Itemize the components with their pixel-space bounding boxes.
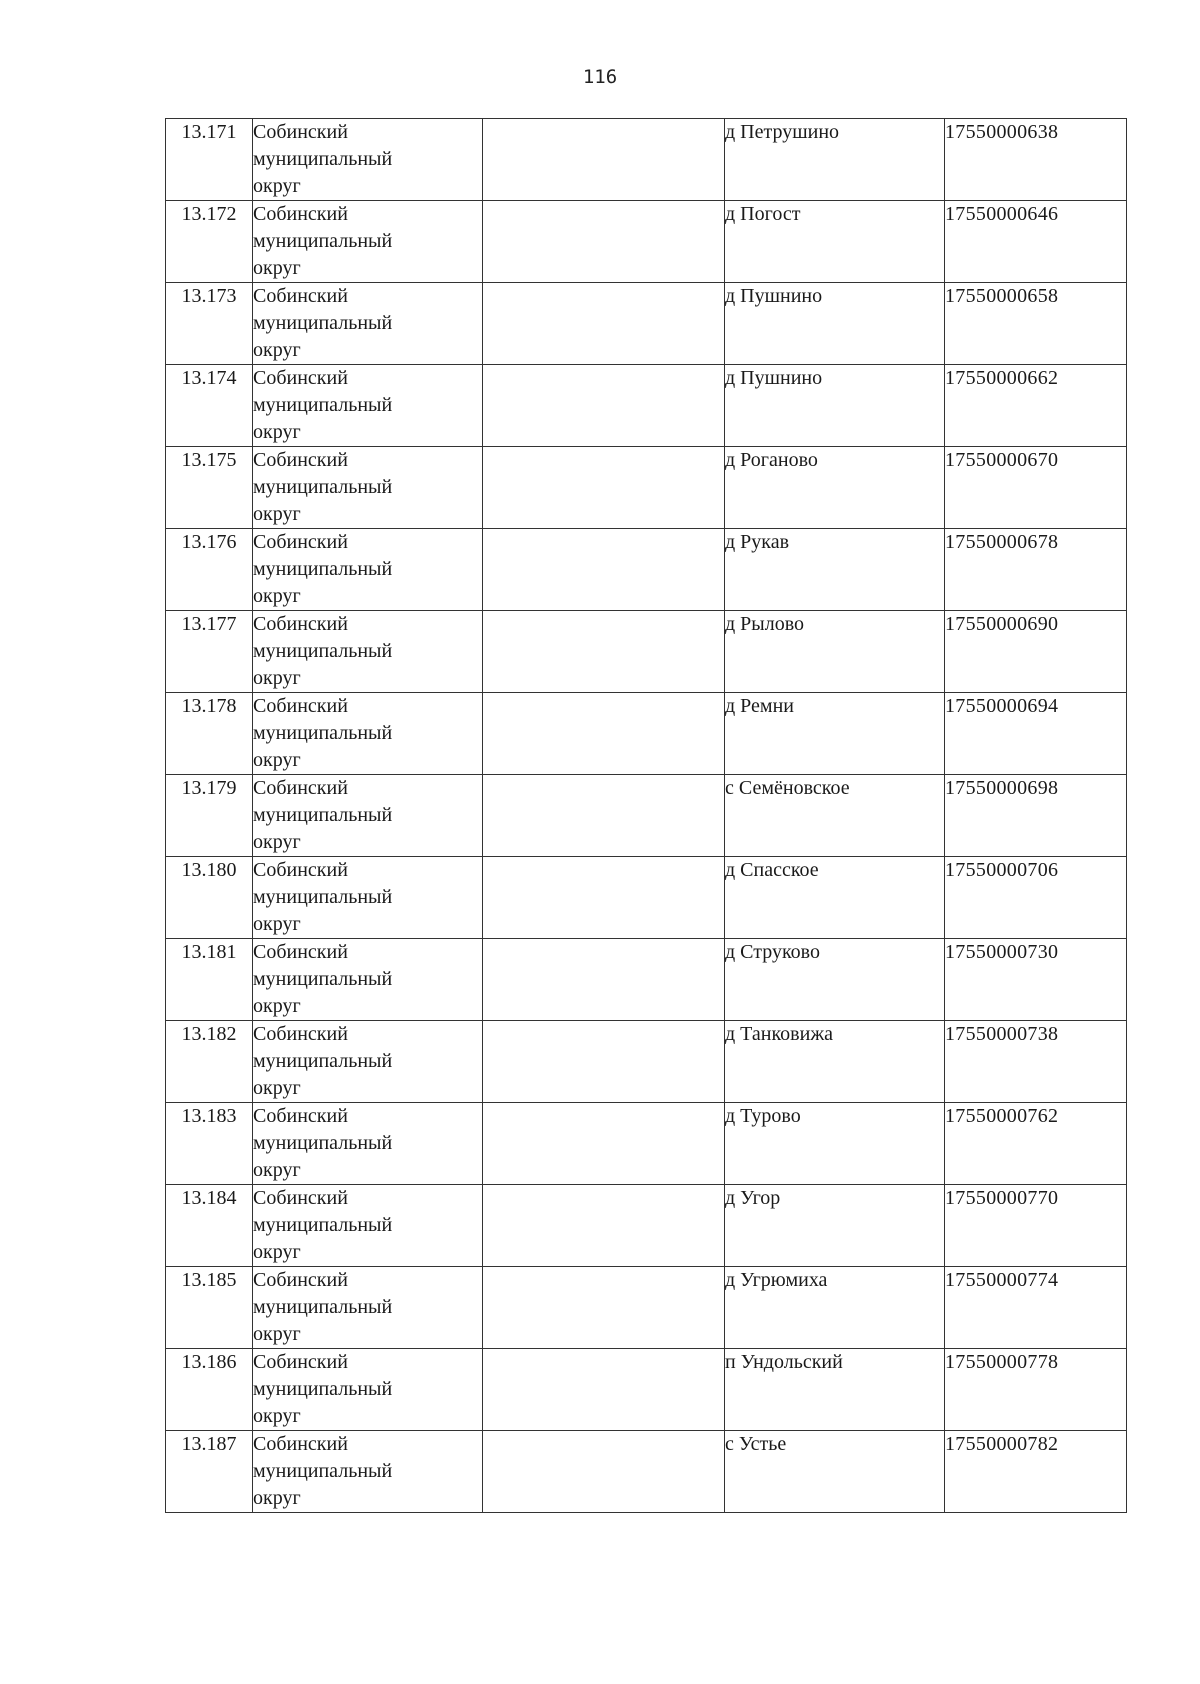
municipality-line: округ (253, 585, 301, 607)
row-number: 13.185 (166, 1267, 253, 1349)
settlement-name: д Пушнино (725, 365, 945, 447)
row-number: 13.171 (166, 119, 253, 201)
settlement-name: д Погост (725, 201, 945, 283)
settlement-name: с Устье (725, 1431, 945, 1513)
row-number: 13.175 (166, 447, 253, 529)
empty-cell (483, 939, 725, 1021)
municipality-line: округ (253, 1487, 301, 1509)
municipality-line: Собинский (253, 859, 348, 881)
municipality-line: Собинский (253, 1269, 348, 1291)
settlement-name: д Рукав (725, 529, 945, 611)
municipality-line: муниципальный (253, 968, 393, 990)
municipality-line: округ (253, 1077, 301, 1099)
row-number: 13.186 (166, 1349, 253, 1431)
settlement-name: д Рылово (725, 611, 945, 693)
oktmo-code: 17550000730 (945, 939, 1127, 1021)
municipality-line: муниципальный (253, 886, 393, 908)
table-row (166, 447, 1127, 529)
settlement-name: д Петрушино (725, 119, 945, 201)
municipality-line: муниципальный (253, 804, 393, 826)
municipality-cell (253, 857, 483, 939)
oktmo-code: 17550000770 (945, 1185, 1127, 1267)
table-row (166, 1431, 1127, 1513)
municipality-line: Собинский (253, 1433, 348, 1455)
municipality-line: округ (253, 421, 301, 443)
oktmo-code: 17550000670 (945, 447, 1127, 529)
municipality-cell (253, 447, 483, 529)
empty-cell (483, 447, 725, 529)
municipality-cell (253, 939, 483, 1021)
oktmo-code: 17550000690 (945, 611, 1127, 693)
row-number: 13.172 (166, 201, 253, 283)
row-number: 13.184 (166, 1185, 253, 1267)
table-row (166, 529, 1127, 611)
municipality-line: Собинский (253, 941, 348, 963)
municipality-line: округ (253, 831, 301, 853)
table-row (166, 775, 1127, 857)
municipality-line: округ (253, 1405, 301, 1427)
table-row (166, 1267, 1127, 1349)
empty-cell (483, 1267, 725, 1349)
municipality-line: Собинский (253, 367, 348, 389)
municipality-line: округ (253, 1241, 301, 1263)
municipality-cell (253, 1267, 483, 1349)
oktmo-code: 17550000778 (945, 1349, 1127, 1431)
municipality-line: Собинский (253, 613, 348, 635)
table-row (166, 1185, 1127, 1267)
empty-cell (483, 365, 725, 447)
settlement-name: д Угор (725, 1185, 945, 1267)
municipality-cell (253, 365, 483, 447)
table-row (166, 857, 1127, 939)
empty-cell (483, 1349, 725, 1431)
municipality-line: Собинский (253, 1187, 348, 1209)
municipality-cell (253, 775, 483, 857)
municipality-line: муниципальный (253, 1132, 393, 1154)
row-number: 13.187 (166, 1431, 253, 1513)
municipality-line: муниципальный (253, 1378, 393, 1400)
municipality-cell (253, 201, 483, 283)
municipality-line: Собинский (253, 1351, 348, 1373)
municipality-cell (253, 283, 483, 365)
settlement-name: д Турово (725, 1103, 945, 1185)
settlement-name: д Струково (725, 939, 945, 1021)
oktmo-code: 17550000638 (945, 119, 1127, 201)
municipality-line: муниципальный (253, 1214, 393, 1236)
table-row (166, 611, 1127, 693)
row-number: 13.182 (166, 1021, 253, 1103)
empty-cell (483, 119, 725, 201)
municipality-line: Собинский (253, 285, 348, 307)
settlements-table (165, 118, 1127, 1513)
municipality-line: округ (253, 1323, 301, 1345)
row-number: 13.176 (166, 529, 253, 611)
row-number: 13.178 (166, 693, 253, 775)
table-row (166, 1349, 1127, 1431)
municipality-line: муниципальный (253, 722, 393, 744)
settlement-name: п Ундольский (725, 1349, 945, 1431)
municipality-line: Собинский (253, 449, 348, 471)
table-row (166, 365, 1127, 447)
row-number: 13.174 (166, 365, 253, 447)
municipality-line: округ (253, 1159, 301, 1181)
empty-cell (483, 693, 725, 775)
municipality-line: округ (253, 175, 301, 197)
municipality-cell (253, 1185, 483, 1267)
municipality-cell (253, 611, 483, 693)
oktmo-code: 17550000662 (945, 365, 1127, 447)
oktmo-code: 17550000774 (945, 1267, 1127, 1349)
settlement-name: д Ремни (725, 693, 945, 775)
table-row (166, 1021, 1127, 1103)
municipality-cell (253, 529, 483, 611)
table-row (166, 1103, 1127, 1185)
municipality-line: муниципальный (253, 476, 393, 498)
empty-cell (483, 857, 725, 939)
oktmo-code: 17550000762 (945, 1103, 1127, 1185)
settlement-name: д Угрюмиха (725, 1267, 945, 1349)
empty-cell (483, 1103, 725, 1185)
oktmo-code: 17550000678 (945, 529, 1127, 611)
empty-cell (483, 201, 725, 283)
municipality-line: муниципальный (253, 394, 393, 416)
oktmo-code: 17550000782 (945, 1431, 1127, 1513)
empty-cell (483, 611, 725, 693)
row-number: 13.179 (166, 775, 253, 857)
row-number: 13.173 (166, 283, 253, 365)
municipality-line: округ (253, 257, 301, 279)
oktmo-code: 17550000698 (945, 775, 1127, 857)
settlement-name: с Семёновское (725, 775, 945, 857)
table-row (166, 939, 1127, 1021)
municipality-line: округ (253, 667, 301, 689)
row-number: 13.177 (166, 611, 253, 693)
municipality-cell (253, 1349, 483, 1431)
municipality-line: Собинский (253, 1105, 348, 1127)
row-number: 13.183 (166, 1103, 253, 1185)
municipality-cell (253, 1103, 483, 1185)
municipality-line: округ (253, 913, 301, 935)
municipality-line: Собинский (253, 531, 348, 553)
table-row (166, 201, 1127, 283)
municipality-line: округ (253, 749, 301, 771)
municipality-line: муниципальный (253, 1296, 393, 1318)
municipality-line: муниципальный (253, 558, 393, 580)
municipality-line: муниципальный (253, 312, 393, 334)
empty-cell (483, 775, 725, 857)
municipality-line: Собинский (253, 121, 348, 143)
municipality-line: муниципальный (253, 230, 393, 252)
settlement-name: д Пушнино (725, 283, 945, 365)
settlement-name: д Роганово (725, 447, 945, 529)
municipality-cell (253, 693, 483, 775)
municipality-cell (253, 119, 483, 201)
empty-cell (483, 1431, 725, 1513)
table-row (166, 119, 1127, 201)
municipality-line: округ (253, 339, 301, 361)
page-number: 116 (582, 66, 618, 88)
settlement-name: д Танковижа (725, 1021, 945, 1103)
empty-cell (483, 283, 725, 365)
municipality-cell (253, 1021, 483, 1103)
settlements-table-body (166, 119, 1127, 1513)
settlement-name: д Спасское (725, 857, 945, 939)
empty-cell (483, 1021, 725, 1103)
empty-cell (483, 1185, 725, 1267)
oktmo-code: 17550000694 (945, 693, 1127, 775)
row-number: 13.181 (166, 939, 253, 1021)
oktmo-code: 17550000658 (945, 283, 1127, 365)
municipality-line: муниципальный (253, 1050, 393, 1072)
municipality-line: муниципальный (253, 1460, 393, 1482)
municipality-line: Собинский (253, 695, 348, 717)
municipality-line: муниципальный (253, 148, 393, 170)
municipality-line: Собинский (253, 777, 348, 799)
municipality-line: округ (253, 503, 301, 525)
table-row (166, 693, 1127, 775)
municipality-line: Собинский (253, 1023, 348, 1045)
oktmo-code: 17550000738 (945, 1021, 1127, 1103)
municipality-line: муниципальный (253, 640, 393, 662)
municipality-cell (253, 1431, 483, 1513)
empty-cell (483, 529, 725, 611)
table-row (166, 283, 1127, 365)
municipality-line: округ (253, 995, 301, 1017)
oktmo-code: 17550000646 (945, 201, 1127, 283)
oktmo-code: 17550000706 (945, 857, 1127, 939)
row-number: 13.180 (166, 857, 253, 939)
municipality-line: Собинский (253, 203, 348, 225)
